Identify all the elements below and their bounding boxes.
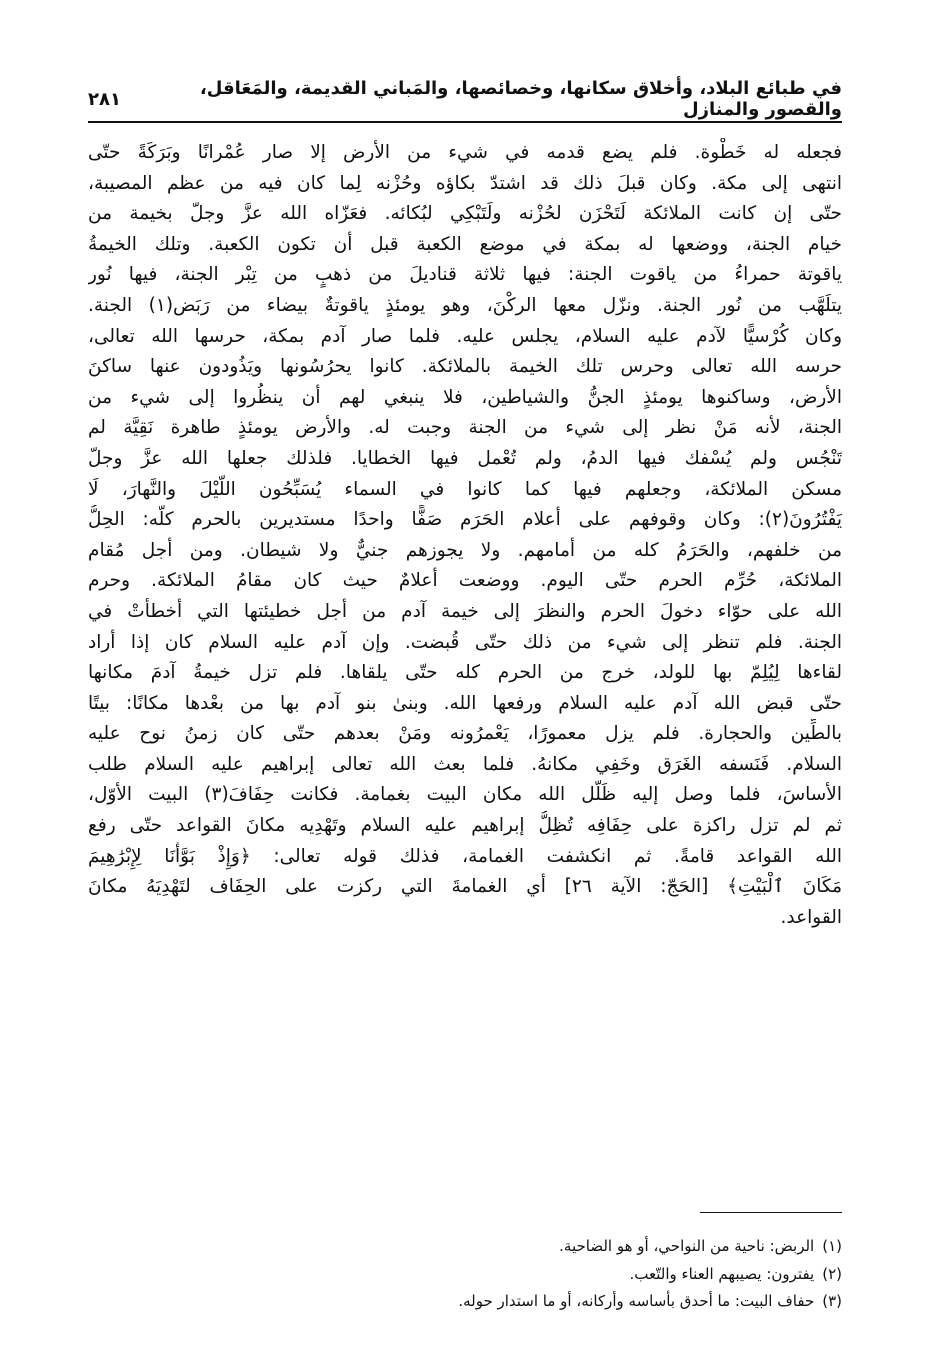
header-rule (88, 121, 842, 123)
text-line: حرسه الله تعالى وحرس تلك الخيمة بالملائكة. كانوا يحرُسُونها ويَذُودون عنها ساكنَ (88, 356, 842, 378)
footnote (300, 1288, 842, 1316)
text-line: الجنة. فلم تنظر إلى شيء من ذلك حتّى قُبضت. وإن آدم عليه السلام كان إذا أراد (88, 631, 842, 653)
text-line: يتلَهَّب من نُور الجنة. ونزّل معها الركْنَ، وهو يومئذٍ ياقوتةٌ بيضاء من رَبَض(١) الجنة. (88, 294, 842, 316)
text-line: لقاءها لِيُلِمّ بها للولد، خرج من الحرم كله حتّى يلقاها. فلم تزل خيمةُ آدمَ مكانها (88, 662, 842, 684)
text-line: وكان كُرْسيًّا لآدم عليه السلام، يجلس عليه. فلما صار آدم بمكة، حرسها الله تعالى، (88, 325, 842, 347)
text-line: الله على حوّاء دخولَ الحرم والنظرَ إلى خيمة آدم من أجل خطيئتها التي أخطأتْ في (88, 600, 842, 622)
text-line: الله القواعد قامةً. ثم انكشفت الغمامة، فذلك قوله تعالى: ﴿وَإِذْ بَوَّأْنَا لِإِبْرَٰهِيمَ (88, 845, 842, 867)
text-line: حتّى قبض الله آدم عليه السلام ورفعها الله. وبنىٰ بنو آدم بها من بعْدها مكانًا: بيتًا (88, 692, 842, 714)
text-line: ثم لم تزل راكزة على حِفَافِه تُظِلُّ إبراهيم عليه السلام وتَهْدِيه مكانَ القواعد حتّى رفع (88, 815, 842, 837)
footnote-number: (٣) (822, 1292, 842, 1310)
footnotes (300, 1233, 842, 1316)
text-line: الجنة، لأنه مَنْ نظر إلى شيء من الجنة وجبت له. والأرض يومئذٍ طاهرة نَقِيَّة لم (88, 417, 842, 439)
text-line: تَنْجُس ولم يُسْفك فيها الدمُ، ولم تُعْمل فيها الخطايا. فلذلك جعلها الله عزَّ وجلّ (88, 447, 842, 469)
footnote-text: يفترون: يصيبهم العناء والتّعب. (629, 1264, 815, 1283)
text-line: ياقوتة حمراءُ من ياقوت الجنة: فيها ثلاثة قناديلَ من ذهبٍ من تِبْر الجنة، فيها نُور (88, 264, 842, 286)
text-line: القواعد. (780, 906, 842, 928)
footnote-text: الربض: ناحية من النواحي، أو هو الضاحية. (559, 1237, 815, 1255)
text-line: الملائكة، حُرِّم الحرم حتّى اليوم. ووضعت أعلامٌ حيث كان مقامُ الملائكة. وحرم (88, 570, 842, 592)
footnote-text: حفاف البيت: ما أحدق بأساسه وأركانه، أو ما استدار حوله. (458, 1292, 815, 1310)
page-number: ٢٨١ (88, 88, 121, 110)
text-line: من خلفهم، والحَرَمُ كله من أمامهم. ولا يجوزهم جنيٌّ ولا شيطان. ومن أجل مُقام (88, 539, 842, 561)
text-line: بالطِّين والحجارة. فلم يزل معمورًا، يَعْمرُونه ومَنْ بعدهم حتّى كان زمنُ نوح عليه (88, 723, 842, 745)
text-line: مَكَانَ ٱلْبَيْتِ﴾ [الحَجّ: الآية ٢٦] أي الغمامةَ التي ركزت على الحِفَاف لتَهْدِيَهُ مكانَ (88, 876, 842, 898)
footnote (300, 1233, 842, 1261)
text-line: الأساسَ، فلما وصل إليه ظَلَّل الله مكان البيت بغمامة. فكانت حِفَافَ(٣) البيت الأوّل، (88, 784, 842, 806)
text-line: خيام الجنة، ووضعها له بمكة في موضع الكعبة قبل أن تكون الكعبة. وتلك الخيمةُ (88, 233, 842, 255)
text-line: مسكن الملائكة، وجعلهم فيها كما كانوا في السماء يُسَبِّحُون اللَّيْلَ والنَّهارَ، لَا (88, 478, 842, 500)
text-line: فجعله له خَطْوة. فلم يضع قدمه في شيء من الأرض إلا صار عُمْرانًا وبَرَكَةً حتّى (88, 142, 842, 163)
text-line: حتّى إن كانت الملائكة لَتَحْزَن لحُزْنه ولَتَبْكِي لبُكائه. فعَزّاه الله عزَّ وجلّ بخيمة من (88, 203, 842, 225)
running-header (88, 78, 842, 120)
footnote (300, 1261, 842, 1289)
header-title: في طبائع البلاد، وأخلاق سكانها، وخصائصها، والمَباني القديمة، والمَعَاقل، والقصور والمنازل (199, 78, 842, 120)
text-line: السلام. فَنَسفه الغَرَق وخَفِي مكانهُ. فلما بعث الله تعالى إبراهيم عليه السلام طلب (88, 753, 842, 775)
footnote-rule (700, 1212, 842, 1213)
footnote-number: (٢) (822, 1264, 842, 1283)
text-line: الأرض، وساكنوها يومئذٍ الجنُّ والشياطين، فلا ينبغي لهم أن ينظُروا إلى شيء من (88, 386, 842, 408)
main-text (88, 138, 842, 933)
footnote-number: (١) (822, 1237, 842, 1255)
text-line: انتهى إلى مكة. وكان قبلَ ذلك قد اشتدّ بكاؤه وحُزْنه لِما كان فيه من عظم المصيبة، (88, 172, 842, 194)
text-line: يَفْتُرُونَ(٢): وكان وقوفهم على أعلام الحَرَم صَفًّا واحدًا مستديرين بالحرم كلّه: الحِلُّ (88, 509, 842, 531)
